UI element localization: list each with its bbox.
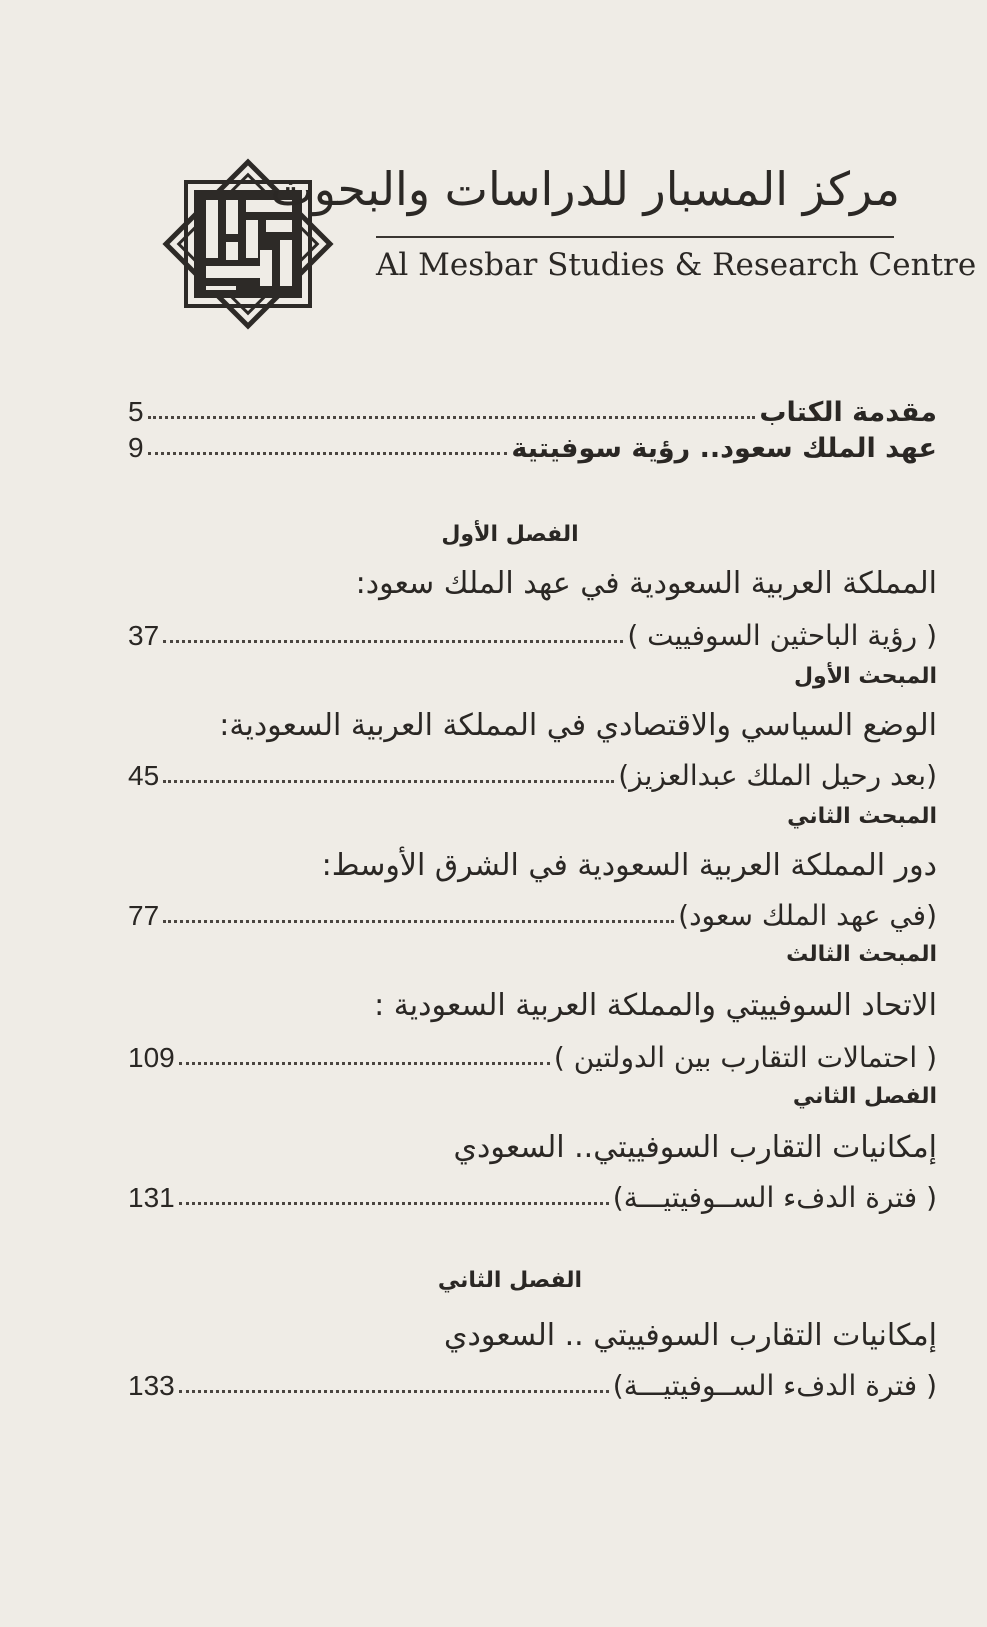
chapter-heading: الفصل الثاني: [792, 1084, 937, 1109]
chapter-heading: الفصل الثاني: [437, 1268, 583, 1293]
toc-entry-line: إمكانيات التقارب السوفييتي.. السعودي: [453, 1130, 937, 1165]
toc-page-number: 77: [128, 900, 160, 931]
toc-page-number: 37: [128, 620, 160, 651]
dot-leader: [148, 452, 508, 455]
dot-leader: [179, 1062, 550, 1065]
toc-entry-subtitle: (بعد رحيل الملك عبدالعزيز): [618, 759, 937, 792]
toc-entry-subtitle: ( فترة الدفء الســوفيتيـــة): [612, 1181, 937, 1214]
toc-entry-saud[interactable]: [128, 426, 937, 464]
toc-page-number: 109: [128, 1042, 175, 1073]
toc-page-number: 133: [128, 1370, 175, 1401]
toc-page-number: 5: [128, 396, 144, 427]
dot-leader: [163, 780, 614, 783]
dot-leader: [163, 640, 623, 643]
toc-entry-subtitle: ( احتمالات التقارب بين الدولتين ): [553, 1041, 937, 1074]
toc-entry-chapter1[interactable]: [128, 614, 937, 652]
toc-entry-chapter2b[interactable]: [128, 1364, 937, 1402]
toc-entry-line: دور المملكة العربية السعودية في الشرق الأوسط:: [321, 848, 937, 883]
toc-entry-title: عهد الملك سعود.. رؤية سوفيتية: [511, 433, 937, 464]
toc-entry-line: المملكة العربية السعودية في عهد الملك سعود:: [355, 566, 937, 601]
toc-entry-chapter2a[interactable]: [128, 1176, 937, 1214]
toc-entry-section2[interactable]: [128, 894, 937, 932]
toc-entry-line: إمكانيات التقارب السوفييتي .. السعودي: [444, 1318, 937, 1353]
toc-page-number: 131: [128, 1182, 175, 1213]
dot-leader: [179, 1202, 609, 1205]
toc-entry-line: الوضع السياسي والاقتصادي في المملكة العربية السعودية:: [219, 708, 937, 743]
toc-entry-title: مقدمة الكتاب: [759, 397, 937, 428]
brand-divider: [376, 236, 894, 238]
section-heading: المبحث الثاني: [787, 804, 937, 829]
toc-entry-subtitle: (في عهد الملك سعود): [678, 899, 937, 932]
toc-entry-section1[interactable]: [128, 754, 937, 792]
dot-leader: [148, 416, 756, 419]
toc-entry-intro[interactable]: [128, 390, 937, 428]
section-heading: المبحث الثالث: [786, 942, 937, 967]
toc-entry-subtitle: ( فترة الدفء الســوفيتيـــة): [612, 1369, 937, 1402]
toc-entry-subtitle: ( رؤية الباحثين السوفييت ): [627, 619, 937, 652]
toc-entry-section3[interactable]: [128, 1036, 937, 1074]
toc-entry-line: الاتحاد السوفييتي والمملكة العربية السعودية :: [374, 988, 937, 1023]
toc-page-number: 9: [128, 432, 144, 463]
chapter-heading: الفصل الأول: [441, 522, 579, 547]
brand-english-name: Al Mesbar Studies & Research Centre: [376, 247, 977, 283]
brand-arabic-name: مركز المسبار للدراسات والبحوث: [270, 162, 900, 216]
section-heading: المبحث الأول: [793, 664, 937, 689]
dot-leader: [179, 1390, 609, 1393]
dot-leader: [163, 920, 674, 923]
toc-page-number: 45: [128, 760, 160, 791]
